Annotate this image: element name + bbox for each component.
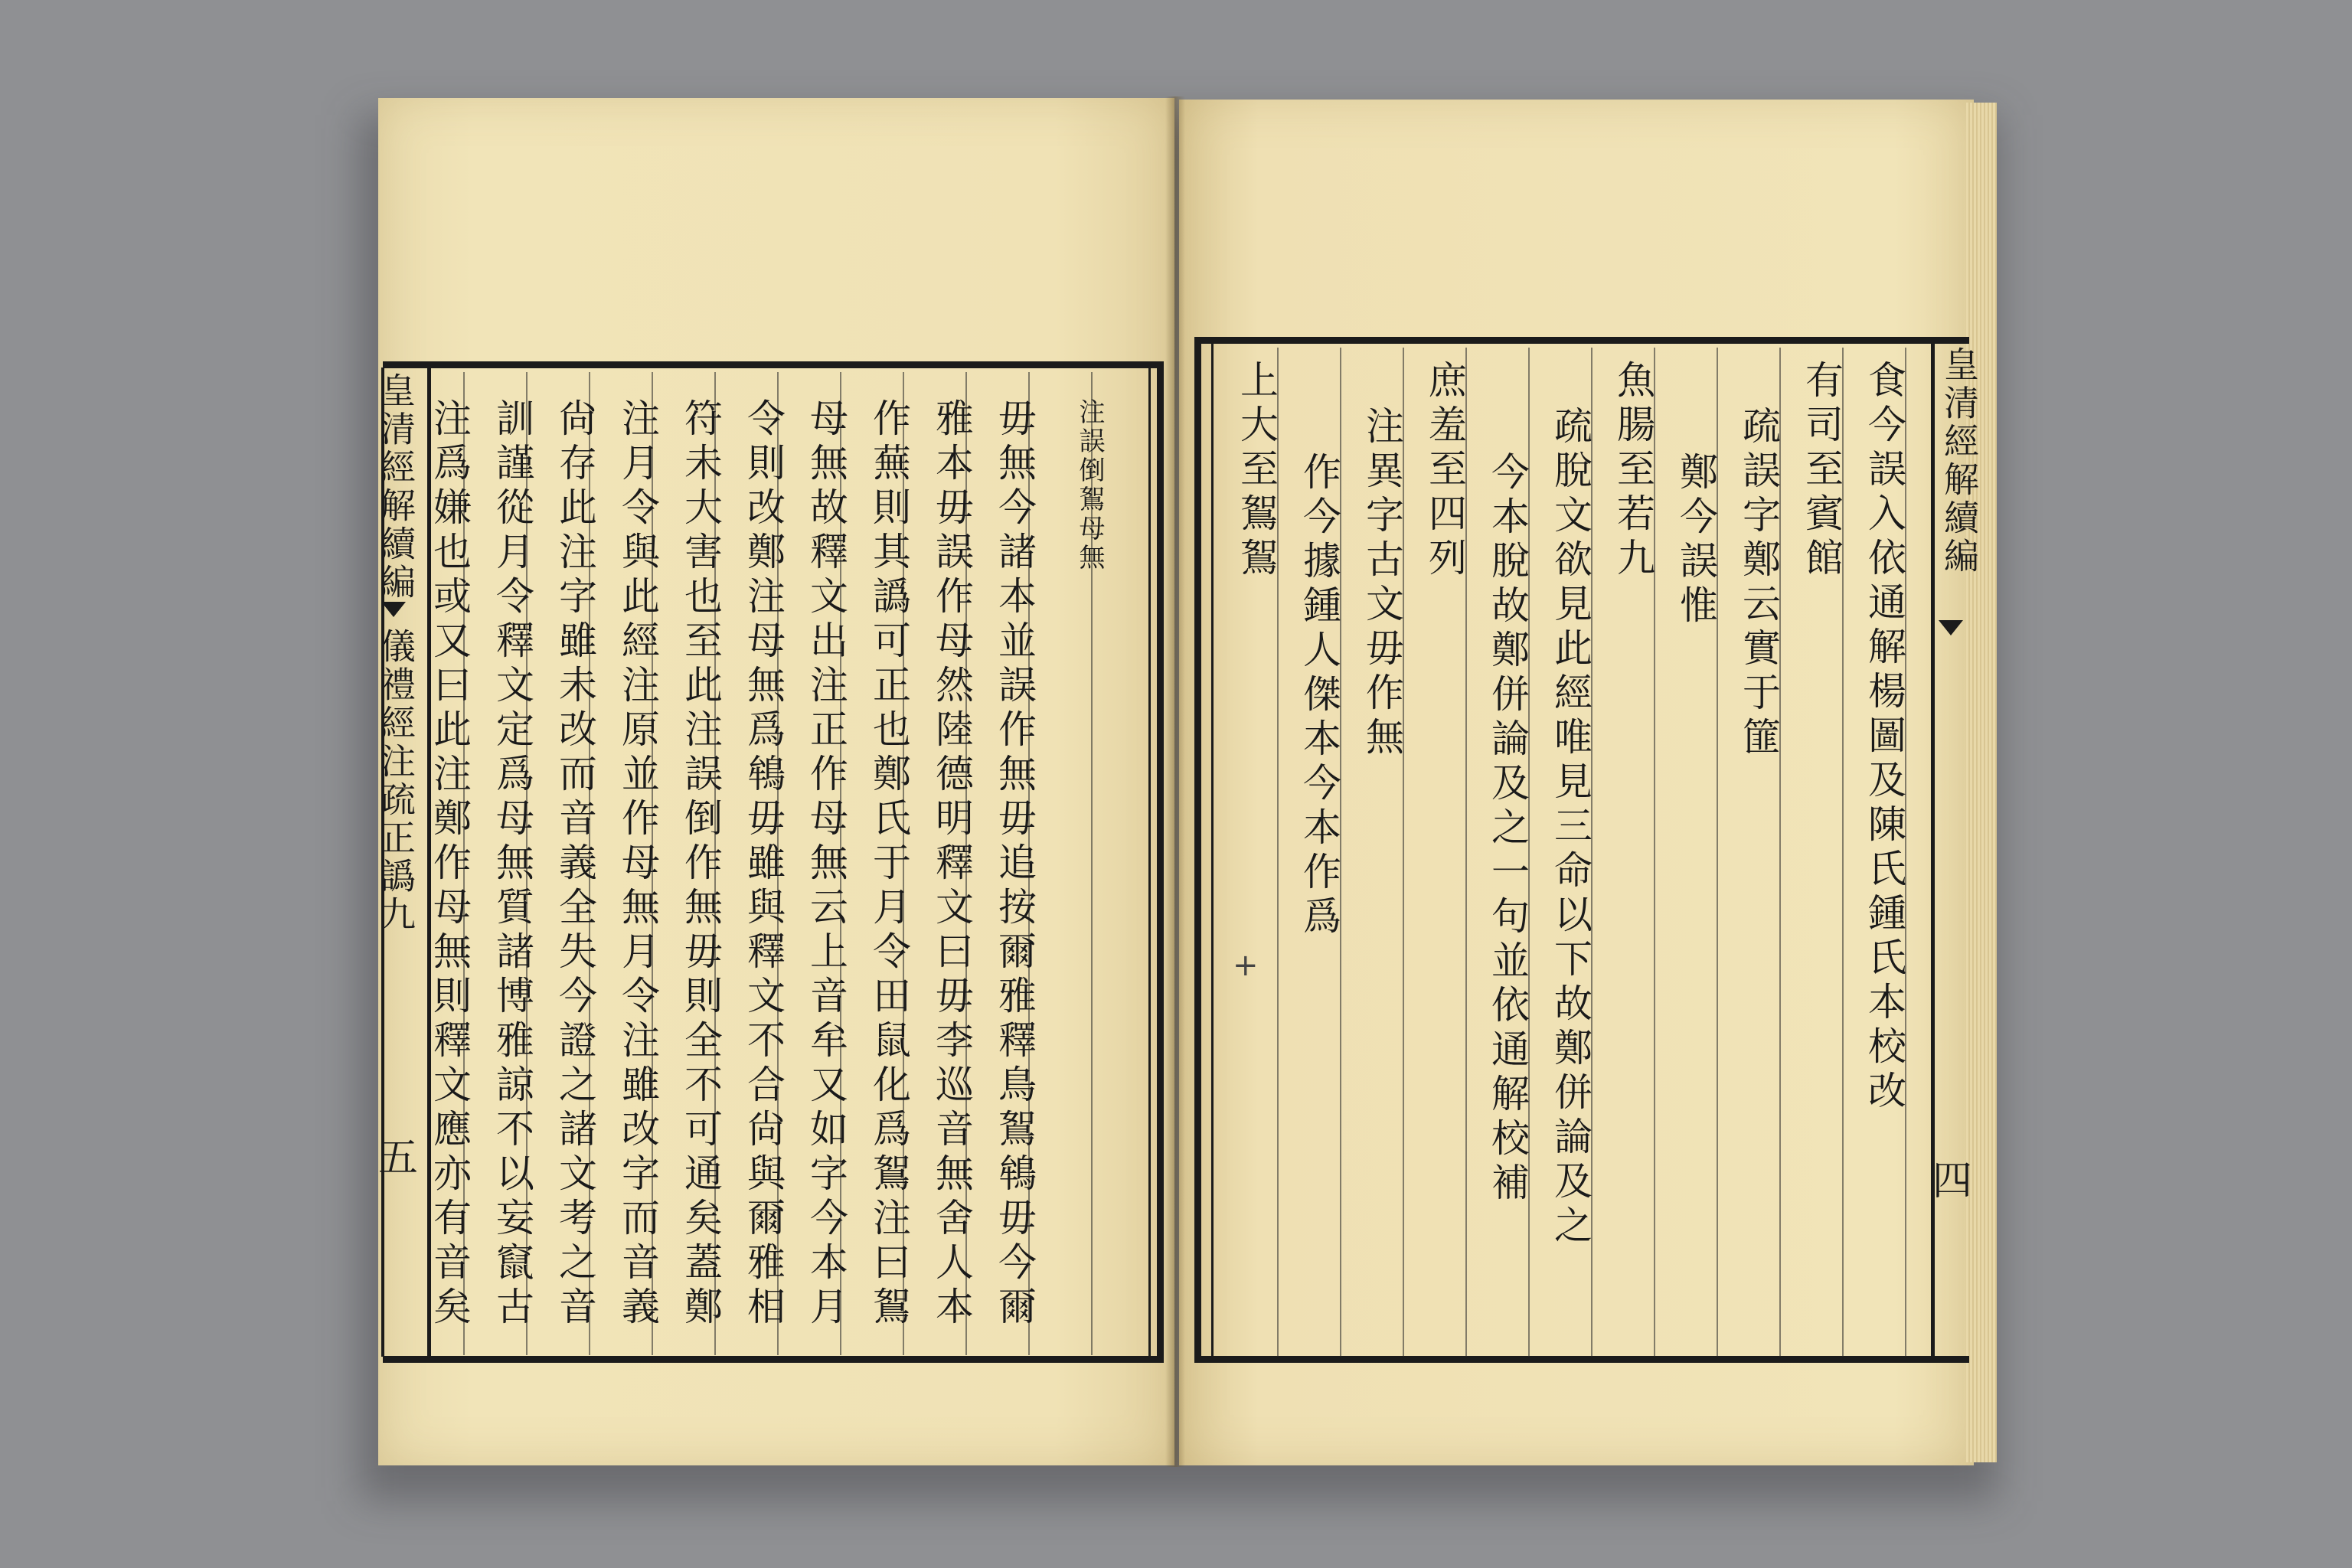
right-col-7: 今本脫故鄭併論及之一句並依通解校補 — [1485, 452, 1530, 1207]
right-col-9: 注異字古文毋作無 — [1360, 406, 1404, 761]
left-col-7: 符未大害也至此注誤倒作無毋則全不可通矣蓋鄭 — [678, 398, 723, 1331]
right-page-edge — [1966, 103, 1997, 1462]
right-col-4: 鄭今誤惟 — [1674, 452, 1718, 629]
right-col-5: 魚腸至若九 — [1611, 360, 1655, 582]
left-frame-inner-rule — [1148, 368, 1151, 1357]
right-col-6: 疏脫文欲見此經唯見三命以下故鄭併論及之 — [1548, 406, 1592, 1250]
right-col-11: 上大至鴽鴽 — [1234, 360, 1279, 582]
right-col-3: 疏誤字鄭云實于篚 — [1736, 406, 1781, 761]
left-col-1 — [1066, 398, 1113, 573]
col-text: 注誤倒鴽母無 — [1074, 398, 1105, 573]
left-col-4: 作蕪則其譌可正也鄭氏于月令田鼠化爲鴽注曰鴽 — [867, 398, 911, 1331]
left-strip-title: 皇清經解續編 — [375, 372, 416, 602]
left-col-9: 尙存此注字雖未改而音義全失今證之諸文考之音 — [553, 398, 597, 1331]
right-col-1: 食今誤入依通解楊圖及陳氏鍾氏本校改 — [1862, 360, 1906, 1115]
left-col-11: 注爲嫌也或又曰此注鄭作母無則釋文應亦有音矣 — [427, 398, 472, 1331]
right-strip-title: 皇清經解續編 — [1939, 346, 1980, 576]
left-col-10: 訓謹從月令釋文定爲母無質諸博雅諒不以妄竄古 — [490, 398, 534, 1331]
fishtail-mark — [1939, 620, 1963, 635]
fishtail-mark — [381, 602, 406, 617]
left-col-8: 注月令與此經注原並作母無月令注雖改字而音義 — [616, 398, 660, 1331]
left-col-2: 毋無今諸本並誤作無毋追按爾雅釋鳥鴽鴾毋今爾 — [992, 398, 1037, 1331]
left-page-number: 五 — [378, 1135, 419, 1181]
book-gutter — [1165, 96, 1185, 1467]
left-col-6: 令則改鄭注母無爲鴾毋雖與釋文不合尙與爾雅相 — [741, 398, 786, 1331]
left-col-5: 母無故釋文出注正作母無云上音牟又如字今本月 — [804, 398, 848, 1331]
right-col-10: 作今據鍾人傑本今本作爲 — [1297, 452, 1341, 940]
left-strip-chapter: 儀禮經注疏正譌九 — [375, 628, 416, 934]
right-col-2: 有司至賓館 — [1799, 360, 1844, 582]
right-col-8: 庶羞至四列 — [1423, 360, 1467, 582]
left-col-3: 雅本毋誤作母然陸德明釋文曰毋李巡音無舍人本 — [929, 398, 974, 1331]
right-page-number: 四 — [1932, 1158, 1973, 1204]
right-frame-inner-rule — [1211, 343, 1214, 1357]
handwritten-tick-mark: + — [1233, 948, 1259, 983]
